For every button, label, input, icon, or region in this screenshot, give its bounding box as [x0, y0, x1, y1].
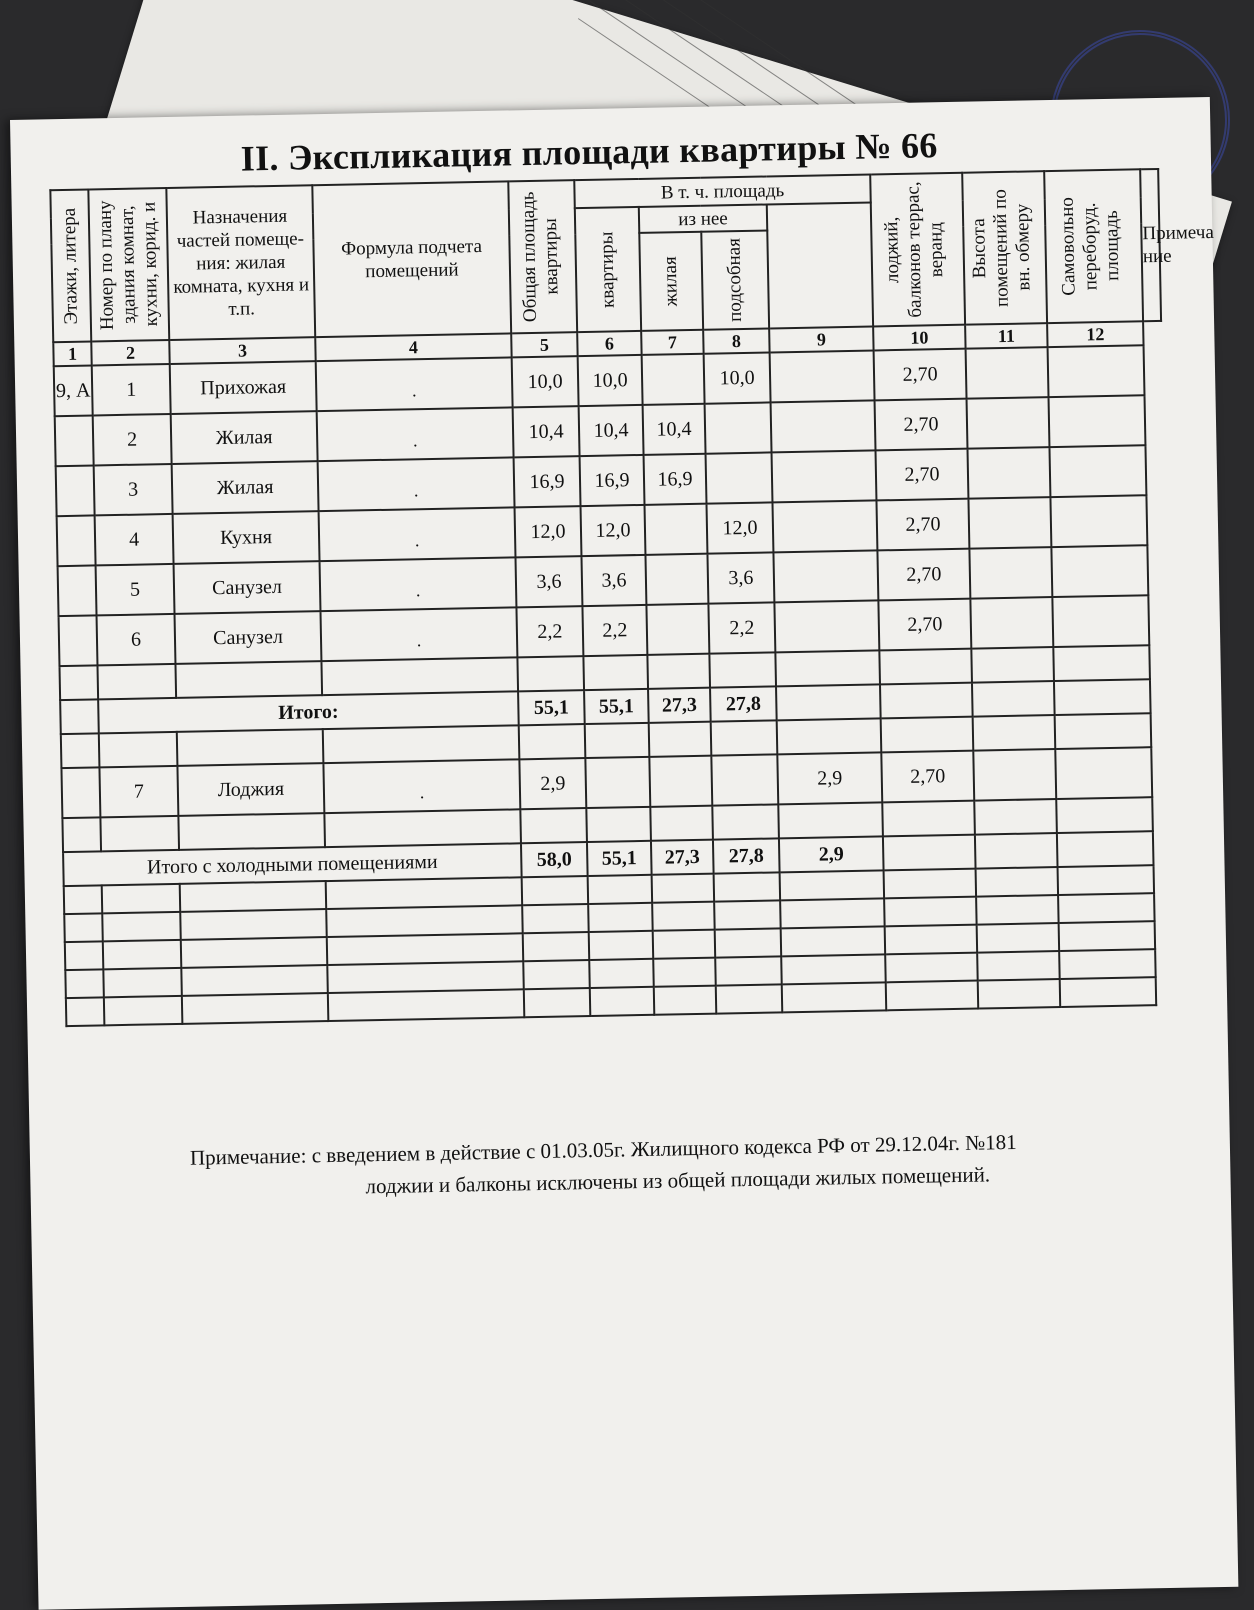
footnote-line-1: Примечание: с введением в действие с 01.03.05г. Жилищного кодекса РФ от 29.12.04г. №181 [189, 1129, 1017, 1170]
cell-total: 3,6 [515, 556, 582, 607]
cell-floor: 9, А [54, 365, 93, 416]
cell-total: 10,4 [513, 406, 580, 457]
cell-unauthorized [970, 597, 1053, 649]
header-height: Высота помещений по вн. обмеру [962, 171, 1047, 325]
cell-room-name: Кухня [173, 511, 320, 564]
cell-unauthorized [969, 547, 1052, 599]
cell-apartment: 12,0 [581, 505, 646, 556]
cell-floor [58, 565, 97, 616]
cell-auxiliary [705, 402, 772, 453]
grand-total-loggia: 2,9 [779, 836, 884, 872]
cell-formula: . [323, 759, 520, 813]
cell-apartment: 10,4 [579, 405, 644, 456]
cell-floor [57, 515, 96, 566]
cell-room-name: Жилая [172, 461, 319, 514]
grand-total-label: Итого с холодными помещениями [63, 843, 522, 886]
header-of-which: из нее [639, 204, 767, 232]
page-title: II. Экспликация площади квартиры № 66 [240, 125, 938, 179]
cell-total: 10,0 [512, 356, 579, 407]
cell-formula: . [319, 507, 516, 561]
cell-loggia: 2,9 [777, 752, 882, 804]
cell-auxiliary: 12,0 [706, 502, 773, 553]
cell-number: 1 [92, 364, 171, 415]
header-total-area: Общая площадь квартиры [508, 180, 577, 333]
cell-living [645, 504, 708, 555]
footnote [190, 1123, 1151, 1205]
col-number: 10 [873, 325, 965, 351]
cell-room-name: Жилая [171, 411, 318, 464]
header-including-area: В т. ч. площадь [574, 174, 871, 208]
cell-total: 2,9 [519, 758, 586, 809]
cell-loggia [772, 450, 877, 502]
cell-living [645, 554, 708, 605]
cell-auxiliary: 2,2 [708, 602, 775, 653]
cell-formula: . [317, 407, 514, 461]
col-number: 9 [769, 326, 873, 352]
cell-formula: . [318, 457, 515, 511]
footnote-line-2: лоджии и балконы исключены из общей площади жилых помещений. [365, 1162, 991, 1199]
cell-loggia [770, 350, 875, 402]
cell-apartment: 10,0 [578, 355, 643, 406]
cell-unauthorized [968, 497, 1051, 549]
document-page [10, 97, 1238, 1610]
header-unauthorized: Самовольно переборуд. площадь [1044, 169, 1143, 323]
subtotal-label: Итого: [98, 691, 519, 733]
subtotal-auxiliary: 27,8 [710, 686, 777, 721]
header-plan-number: Номер по плану здания комнат, кухни, корид. и [88, 188, 169, 341]
header-aux: подсобная [701, 230, 769, 329]
cell-apartment: 16,9 [580, 455, 645, 506]
cell-number: 2 [93, 414, 172, 465]
cell-height: 2,70 [878, 599, 971, 651]
cell-note [1050, 495, 1147, 547]
cell-auxiliary: 3,6 [707, 552, 774, 603]
col-number: 3 [169, 337, 315, 364]
header-loggia: лоджий, балконов террас, веранд [870, 173, 965, 327]
cell-number: 4 [95, 514, 174, 565]
cell-total: 16,9 [514, 456, 581, 507]
header-apartment: квартиры [575, 207, 641, 332]
cell-loggia [771, 400, 876, 452]
cell-height: 2,70 [876, 499, 969, 551]
col-number: 12 [1047, 321, 1143, 347]
subtotal-living: 27,3 [648, 688, 711, 723]
cell-room-name: Санузел [174, 561, 321, 614]
cell-total: 2,2 [516, 606, 583, 657]
grand-total-apartment: 55,1 [587, 841, 652, 876]
cell-formula: . [320, 557, 517, 611]
cell-unauthorized [967, 397, 1050, 449]
col-number: 5 [511, 332, 577, 357]
cell-number: 7 [99, 766, 178, 817]
room-rows [54, 345, 1168, 666]
cell-note [1051, 545, 1148, 597]
cell-number: 6 [97, 614, 176, 665]
subtotal-total: 55,1 [518, 690, 585, 725]
header-living: жилая [639, 232, 703, 331]
cell-height: 2,70 [874, 349, 967, 401]
cell-floor [59, 615, 98, 666]
grand-total-total: 58,0 [521, 842, 588, 877]
cell-unauthorized [966, 347, 1049, 399]
cell-room-name: Санузел [175, 611, 322, 664]
cell-loggia [774, 600, 879, 652]
col-number: 2 [91, 340, 169, 365]
cell-total: 12,0 [515, 506, 582, 557]
col-number: 4 [315, 333, 511, 361]
cell-living [646, 604, 709, 655]
cell-note [1052, 595, 1149, 647]
cell-formula: . [320, 607, 517, 661]
cell-unauthorized [968, 447, 1051, 499]
cell-height: 2,70 [875, 399, 968, 451]
empty-rows [64, 865, 1174, 1026]
cell-height: 2,70 [881, 751, 974, 803]
cell-height: 2,70 [876, 449, 969, 501]
col-number: 6 [577, 331, 641, 356]
cell-apartment: 2,2 [582, 605, 647, 656]
cell-number: 5 [96, 564, 175, 615]
header-formula: Формула подчета помещений [312, 181, 511, 337]
cell-room-name: Лоджия [177, 763, 324, 816]
cell-formula: . [316, 357, 513, 411]
cell-number: 3 [94, 464, 173, 515]
col-number: 1 [53, 341, 91, 366]
header-floor: Этажи, литера [50, 190, 91, 343]
header-note: Примеча ние [1140, 169, 1161, 321]
cell-auxiliary [706, 452, 773, 503]
col-number: 7 [641, 330, 703, 355]
cell-living: 10,4 [643, 404, 706, 455]
col-number: 8 [703, 328, 769, 353]
cell-auxiliary: 10,0 [704, 352, 771, 403]
header-purpose: Назначения частей помеще-ния: жилая комната, кухня и т.п. [166, 185, 315, 340]
cell-living: 16,9 [644, 454, 707, 505]
grand-total-living: 27,3 [651, 840, 714, 875]
cell-living [642, 354, 705, 405]
cell-apartment: 3,6 [581, 555, 646, 606]
explication-table [49, 168, 1214, 1027]
cell-loggia [772, 500, 877, 552]
cell-floor [56, 465, 95, 516]
grand-total-auxiliary: 27,8 [713, 838, 780, 873]
cell-note [1048, 345, 1145, 397]
cell-note [1050, 445, 1147, 497]
cell-loggia [773, 550, 878, 602]
cell-note [1049, 395, 1146, 447]
col-number: 11 [965, 323, 1047, 349]
subtotal-apartment: 55,1 [584, 689, 649, 724]
cell-height: 2,70 [877, 549, 970, 601]
cell-floor [55, 415, 94, 466]
cell-room-name: Прихожая [170, 361, 317, 414]
